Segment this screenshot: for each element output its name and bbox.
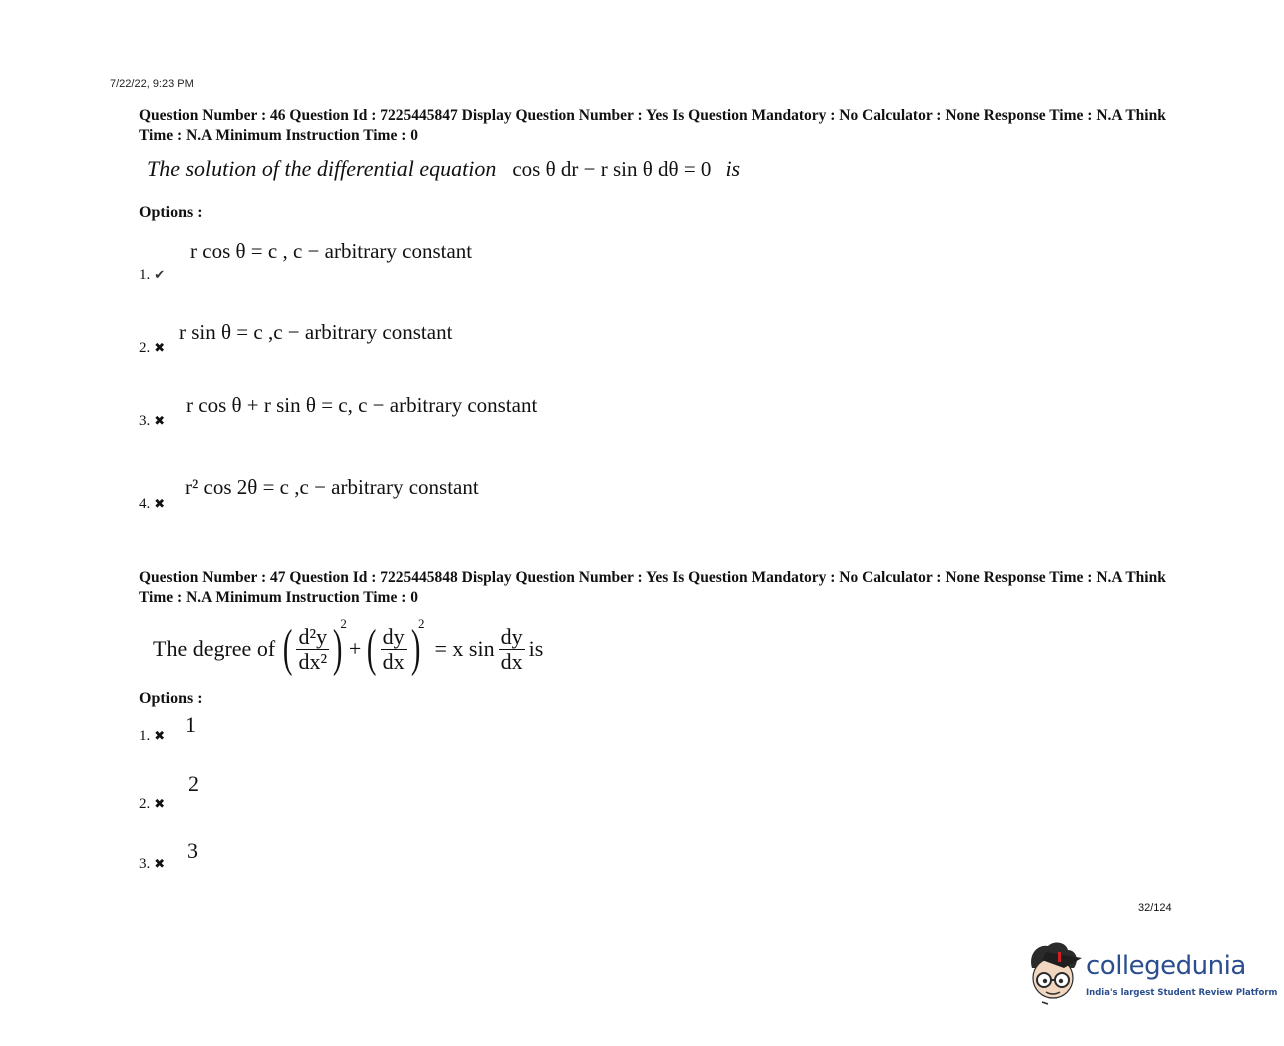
q46-option-2-marker <box>139 339 165 357</box>
fraction-numerator: dy <box>382 623 405 649</box>
cross-icon: ✖ <box>154 414 166 429</box>
cross-icon: ✖ <box>154 797 166 812</box>
exponent: 2 <box>418 616 425 631</box>
equals-x-sin: = x sin <box>434 636 495 661</box>
plus-sign: + <box>348 636 362 661</box>
check-icon: ✔ <box>154 268 166 283</box>
option-number: 2. <box>139 796 151 812</box>
page-number: 32/124 <box>1138 902 1172 914</box>
q46-option-4-marker <box>139 495 165 513</box>
q46-option-2-text: r sin θ = c ,c − arbitrary constant <box>179 320 453 344</box>
cross-icon: ✖ <box>154 857 166 872</box>
second-derivative-fraction <box>296 625 329 674</box>
q47-question-suffix: is <box>528 636 544 661</box>
q47-options-label: Options : <box>139 690 203 707</box>
first-derivative-fraction <box>381 625 407 674</box>
fraction-denominator: dx <box>382 648 405 674</box>
option-number: 1. <box>139 267 151 283</box>
fraction-numerator: d²y <box>298 623 328 649</box>
cross-icon: ✖ <box>154 497 166 512</box>
q46-meta: Question Number : 46 Question Id : 7225445847 Display Question Number : Yes Is Question Mandatory : No Calculator : None Response Time : N.A Think Time : N.A Minimum Instruction Time : 0 <box>139 107 1166 144</box>
q47-question <box>153 614 543 684</box>
q46-option-1-marker <box>139 266 165 284</box>
q47-question-prefix: The degree of <box>153 636 276 661</box>
exponent: 2 <box>340 616 347 631</box>
right-paren: ) <box>410 620 421 677</box>
q46-question-suffix: is <box>725 156 741 181</box>
q46-option-1-text: r cos θ = c , c − arbitrary constant <box>190 239 473 263</box>
brand-name: collegedunia <box>1086 951 1246 981</box>
q46-options-label: Options : <box>139 204 203 221</box>
brand-tagline: India's largest Student Review Platform <box>1086 988 1278 998</box>
cross-icon: ✖ <box>154 729 166 744</box>
option-number: 2. <box>139 340 151 356</box>
option-number: 3. <box>139 413 151 429</box>
option-number: 4. <box>139 496 151 512</box>
q47-option-3-text: 3 <box>187 838 198 863</box>
mascot-logo-icon <box>1024 938 1084 1006</box>
cross-icon: ✖ <box>154 341 166 356</box>
fraction-denominator: dx <box>500 648 523 674</box>
q47-meta: Question Number : 47 Question Id : 7225445848 Display Question Number : Yes Is Question Mandatory : No Calculator : None Response Time : N.A Think Time : N.A Minimum Instruction Time : 0 <box>139 569 1166 606</box>
q47-option-3-marker <box>139 855 165 873</box>
fraction-numerator: dy <box>500 623 523 649</box>
rhs-derivative-fraction <box>499 625 525 674</box>
option-number: 3. <box>139 856 151 872</box>
fraction-denominator: dx² <box>298 648 328 674</box>
q47-option-1-text: 1 <box>185 712 196 737</box>
q46-option-3-marker <box>139 412 165 430</box>
option-number: 1. <box>139 728 151 744</box>
q47-option-2-marker <box>139 795 165 813</box>
left-paren: ( <box>367 620 377 677</box>
q47-option-1-marker <box>139 727 165 745</box>
q47-option-2-text: 2 <box>188 771 199 796</box>
q46-equation: cos θ dr − r sin θ dθ = 0 <box>512 157 712 181</box>
q46-question <box>147 156 740 182</box>
q46-option-4-text: r² cos 2θ = c ,c − arbitrary constant <box>185 475 479 499</box>
left-paren: ( <box>283 620 293 677</box>
print-timestamp: 7/22/22, 9:23 PM <box>110 78 194 90</box>
q46-option-3-text: r cos θ + r sin θ = c, c − arbitrary constant <box>186 393 538 417</box>
right-paren: ) <box>332 620 343 677</box>
q46-question-prefix: The solution of the differential equation <box>147 156 497 181</box>
